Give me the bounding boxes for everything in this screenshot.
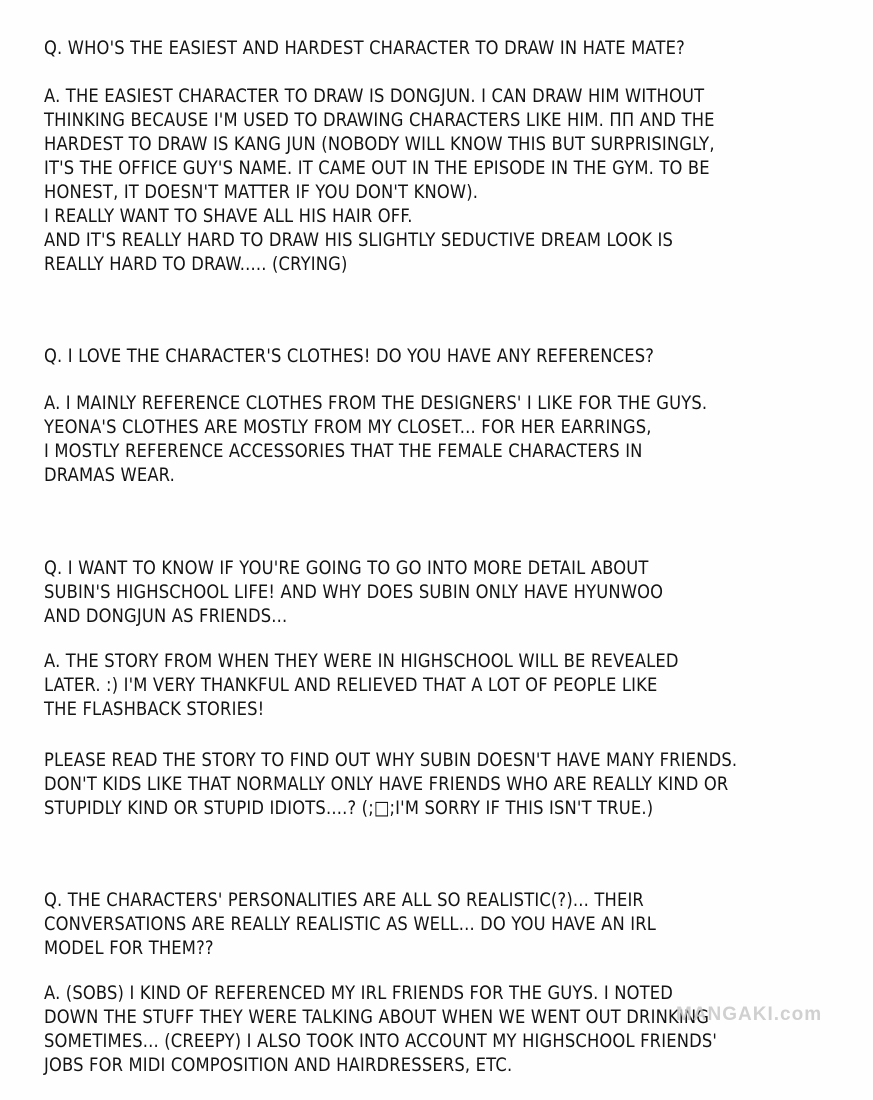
answer-line: HARDEST TO DRAW IS KANG JUN (NOBODY WILL KNOW THIS BUT SURPRISINGLY, (44, 133, 715, 155)
answer-3 (44, 649, 864, 721)
answer-line: REALLY HARD TO DRAW..... (CRYING) (44, 253, 348, 275)
answer-line: IT'S THE OFFICE GUY'S NAME. IT CAME OUT IN THE EPISODE IN THE GYM. TO BE (44, 157, 710, 179)
question-line: MODEL FOR THEM?? (44, 937, 214, 959)
answer-line: DRAMAS WEAR. (44, 464, 175, 486)
question-line: SUBIN'S HIGHSCHOOL LIFE! AND WHY DOES SUBIN ONLY HAVE HYUNWOO (44, 581, 664, 603)
question-1 (44, 36, 864, 60)
answer-line: A. THE STORY FROM WHEN THEY WERE IN HIGHSCHOOL WILL BE REVEALED (44, 650, 679, 672)
question-line: CONVERSATIONS ARE REALLY REALISTIC AS WELL... DO YOU HAVE AN IRL (44, 913, 656, 935)
question-3 (44, 556, 864, 628)
question-line: Q. WHO'S THE EASIEST AND HARDEST CHARACTER TO DRAW IN HATE MATE? (44, 37, 686, 59)
answer-2 (44, 391, 864, 487)
answer-line: THE FLASHBACK STORIES! (44, 698, 265, 720)
answer-1 (44, 84, 864, 276)
answer-line: DON'T KIDS LIKE THAT NORMALLY ONLY HAVE FRIENDS WHO ARE REALLY KIND OR (44, 773, 729, 795)
question-line: AND DONGJUN AS FRIENDS... (44, 605, 288, 627)
answer-line: AND IT'S REALLY HARD TO DRAW HIS SLIGHTLY SEDUCTIVE DREAM LOOK IS (44, 229, 674, 251)
answer-line: THINKING BECAUSE I'M USED TO DRAWING CHARACTERS LIKE HIM. ΠΠ AND THE (44, 109, 715, 131)
answer-line: YEONA'S CLOTHES ARE MOSTLY FROM MY CLOSET... FOR HER EARRINGS, (44, 416, 652, 438)
answer-line: A. THE EASIEST CHARACTER TO DRAW IS DONGJUN. I CAN DRAW HIM WITHOUT (44, 85, 705, 107)
answer-line: JOBS FOR MIDI COMPOSITION AND HAIRDRESSERS, ETC. (44, 1054, 513, 1076)
question-line: Q. I WANT TO KNOW IF YOU'RE GOING TO GO INTO MORE DETAIL ABOUT (44, 557, 649, 579)
answer-line: A. I MAINLY REFERENCE CLOTHES FROM THE DESIGNERS' I LIKE FOR THE GUYS. (44, 392, 708, 414)
answer-4 (44, 981, 864, 1077)
answer-line: STUPIDLY KIND OR STUPID IDIOTS....? (;□;I'M SORRY IF THIS ISN'T TRUE.) (44, 797, 654, 819)
question-4 (44, 888, 864, 960)
answer-3-paragraph-2 (44, 748, 864, 820)
answer-line: SOMETIMES... (CREEPY) I ALSO TOOK INTO ACCOUNT MY HIGHSCHOOL FRIENDS' (44, 1030, 718, 1052)
answer-line: A. (SOBS) I KIND OF REFERENCED MY IRL FRIENDS FOR THE GUYS. I NOTED (44, 982, 674, 1004)
question-line: Q. THE CHARACTERS' PERSONALITIES ARE ALL SO REALISTIC(?)... THEIR (44, 889, 644, 911)
answer-line: LATER. :) I'M VERY THANKFUL AND RELIEVED THAT A LOT OF PEOPLE LIKE (44, 674, 658, 696)
answer-line: DOWN THE STUFF THEY WERE TALKING ABOUT WHEN WE WENT OUT DRINKING (44, 1006, 710, 1028)
question-line: Q. I LOVE THE CHARACTER'S CLOTHES! DO YOU HAVE ANY REFERENCES? (44, 345, 655, 367)
question-2 (44, 344, 864, 368)
answer-line: I MOSTLY REFERENCE ACCESSORIES THAT THE FEMALE CHARACTERS IN (44, 440, 643, 462)
answer-line: HONEST, IT DOESN'T MATTER IF YOU DON'T KNOW). (44, 181, 479, 203)
watermark: MANGAKI.com (676, 1004, 823, 1025)
answer-line: I REALLY WANT TO SHAVE ALL HIS HAIR OFF. (44, 205, 413, 227)
answer-line: PLEASE READ THE STORY TO FIND OUT WHY SUBIN DOESN'T HAVE MANY FRIENDS. (44, 749, 738, 771)
